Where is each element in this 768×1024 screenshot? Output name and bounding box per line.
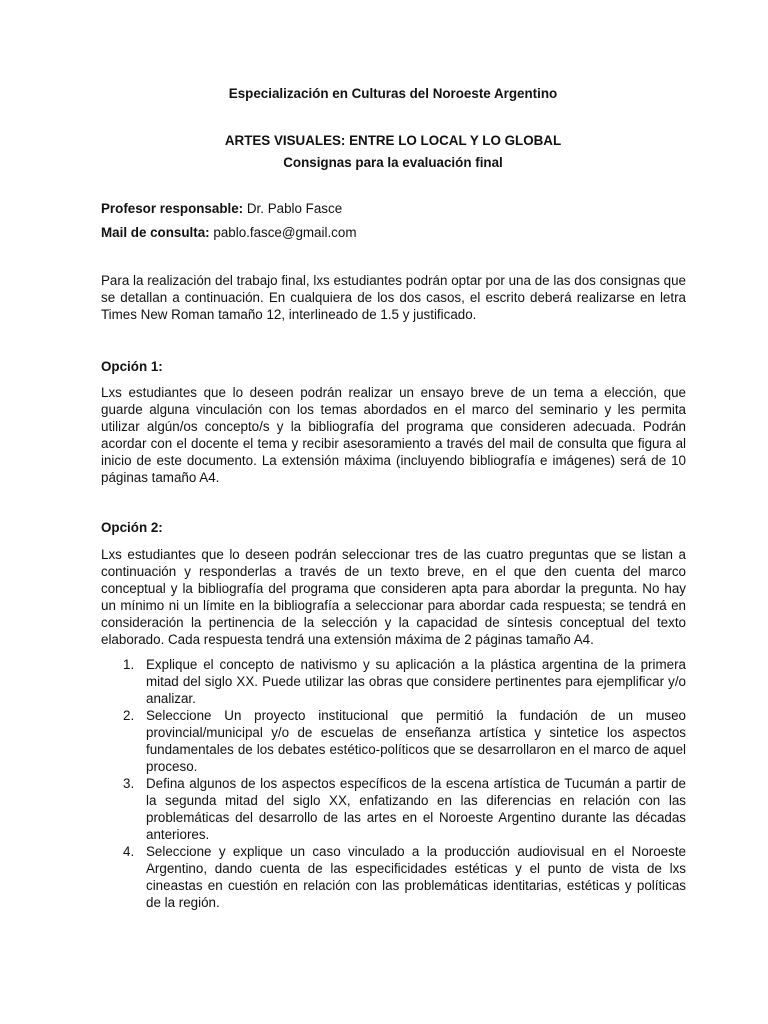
question-item [101,707,686,775]
mail-value: pablo.fasce@gmail.com [213,225,357,240]
program-title: Especialización en Culturas del Noroeste Argentino [228,86,558,101]
course-title: ARTES VISUALES: ENTRE LO LOCAL Y LO GLOBAL [224,133,562,148]
professor-label: Profesor responsable: [101,201,244,216]
professor-value: Dr. Pablo Fasce [246,201,343,216]
questions-list [101,656,686,911]
option2-paragraph: Lxs estudiantes que lo deseen podrán seleccionar tres de las cuatro preguntas que se listan a continuación y responderlas a través de un texto breve, en el que den cuenta del marco conceptual y la bibliografía del programa que consideren apta para abordar la pregunta. No hay un mínimo ni un límite en la bibliografía a seleccionar para abordar cada respuesta; se tendrá en consideración la pertinencia de la selección y la capacidad de síntesis conceptual del texto elaborado. Cada respuesta tendrá una extensión máxima de 2 páginas tamaño A4. [101,547,686,647]
question-text: Explique el concepto de nativismo y su aplicación a la plástica argentina de la primera mitad del siglo XX. Puede utilizar las obras que considere pertinentes para ejemplificar y/o analizar. [146,657,686,706]
mail-label: Mail de consulta: [101,225,210,240]
mail-line [101,224,356,241]
option1-heading: Opción 1: [101,359,163,374]
question-text: Seleccione Un proyecto institucional que permitió la fundación de un museo provincial/municipal y/o de escuelas de enseñanza artística y sintetice los aspectos fundamentales de los debates estético-políticos que se desarrollaron en el marco de aquel proceso. [146,708,686,774]
question-number: 4. [123,844,135,859]
question-item [101,775,686,843]
question-text: Defina algunos de los aspectos específicos de la escena artística de Tucumán a partir de la segunda mitad del siglo XX, enfatizando en las diferencias en relación con las problemáticas del desarrollo de las artes en el Noroeste Argentino durante las décadas anteriores. [146,776,686,842]
option2-heading: Opción 2: [101,520,163,535]
option1-paragraph: Lxs estudiantes que lo deseen podrán realizar un ensayo breve de un tema a elección, que guarde alguna vinculación con los temas abordados en el marco del seminario y les permita utilizar algún/os concepto/s y la bibliografía del programa que consideren adecuada. Podrán acordar con el docente el tema y recibir asesoramiento a través del mail de consulta que figura al inicio de este documento. La extensión máxima (incluyendo bibliografía e imágenes) será de 10 páginas tamaño A4. [101,385,686,485]
question-number: 2. [123,708,135,723]
question-number: 3. [123,776,135,791]
document-subtitle: Consignas para la evaluación final [283,155,503,170]
intro-paragraph: Para la realización del trabajo final, lxs estudiantes podrán optar por una de las dos consignas que se detallan a continuación. En cualquiera de los dos casos, el escrito deberá realizarse en letra Times New Roman tamaño 12, interlineado de 1.5 y justificado. [101,273,686,322]
question-item [101,843,686,911]
professor-line [101,200,342,217]
question-text: Seleccione y explique un caso vinculado a la producción audiovisual en el Noroeste Argentino, dando cuenta de las especificidades estéticas y el punto de vista de lxs cineastas en cuestión en relación con las problemáticas identitarias, estéticas y políticas de la región. [146,844,686,910]
question-number: 1. [123,657,135,672]
question-item [101,656,686,707]
